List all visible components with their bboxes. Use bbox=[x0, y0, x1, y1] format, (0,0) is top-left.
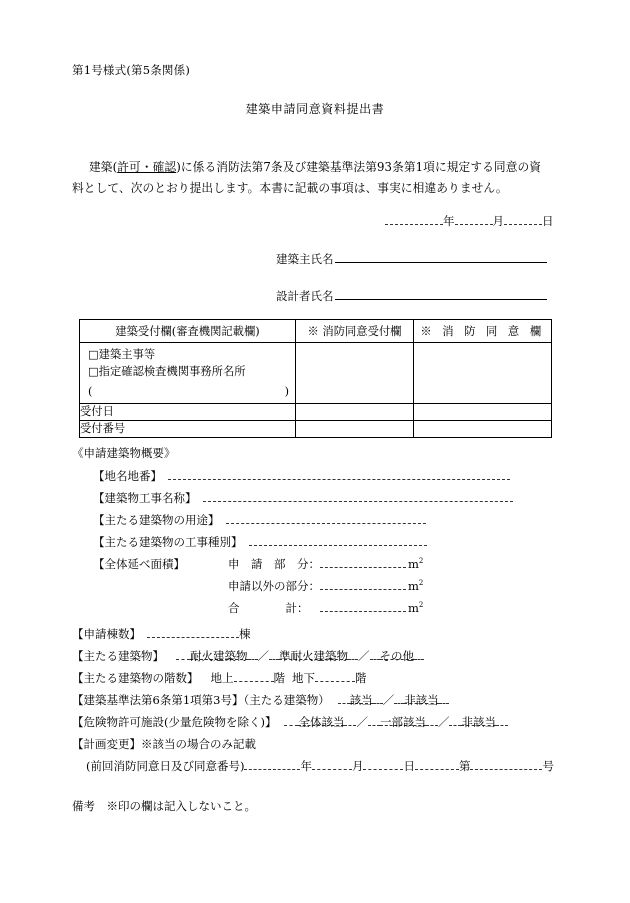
paren-close: ) bbox=[284, 385, 289, 398]
area-other-label: 申請以外の部分： bbox=[228, 579, 320, 593]
option-partial-applicable[interactable]: 一部該当 bbox=[379, 715, 426, 729]
floors-below-input[interactable] bbox=[315, 670, 355, 682]
field-project-name-label: 【建築物工事名称】 bbox=[93, 491, 197, 505]
option-fireproof[interactable]: 耐火建築物 bbox=[190, 649, 248, 663]
table-header-row bbox=[80, 320, 552, 343]
fire-consent-cell-1[interactable] bbox=[414, 343, 552, 404]
previous-consent-label: (前回消防同意日及び同意番号) bbox=[86, 759, 245, 773]
area-total-unit: $m^2$ bbox=[408, 601, 424, 615]
table-row bbox=[80, 421, 552, 438]
designer-name-label: 設計者氏名 bbox=[276, 289, 334, 303]
area-other-input[interactable] bbox=[320, 578, 406, 590]
area-row-application bbox=[228, 556, 423, 572]
field-plan-change bbox=[72, 736, 256, 752]
field-law-article bbox=[72, 692, 449, 708]
intro-text-part1: 建築( bbox=[89, 160, 118, 174]
table-row bbox=[80, 343, 552, 404]
field-main-use bbox=[93, 512, 426, 528]
area-application-input[interactable] bbox=[320, 556, 406, 568]
field-floors bbox=[72, 670, 367, 686]
field-hazardous-label: 【危険物許可施設(少量危険物を除く)】 bbox=[72, 715, 277, 729]
previous-consent-day-input[interactable] bbox=[363, 758, 403, 770]
previous-consent-month-input[interactable] bbox=[312, 758, 352, 770]
area-total-input[interactable] bbox=[320, 600, 406, 612]
field-location-input[interactable] bbox=[168, 468, 510, 480]
paren-open: ( bbox=[88, 385, 93, 398]
footnote: 備考 ※印の欄は記入しないこと。 bbox=[72, 799, 256, 813]
separator-2: ／ bbox=[358, 649, 370, 663]
receipt-table bbox=[79, 319, 552, 438]
previous-consent-year-input[interactable] bbox=[244, 758, 300, 770]
separator-1: ／ bbox=[257, 649, 269, 663]
field-main-use-input[interactable] bbox=[226, 512, 426, 524]
intro-underlined-text: 許可・確認 bbox=[117, 160, 177, 174]
owner-name-row bbox=[276, 251, 547, 267]
option-all-applicable[interactable]: 全体該当 bbox=[298, 715, 345, 729]
previous-consent-year-label: 年 bbox=[300, 759, 312, 773]
floors-above-unit: 階 bbox=[273, 671, 285, 685]
field-location-label: 【地名地番】 bbox=[93, 469, 162, 483]
intro-paragraph bbox=[72, 157, 552, 199]
previous-consent-no-suffix: 号 bbox=[542, 759, 554, 773]
previous-consent-day-label: 日 bbox=[403, 759, 415, 773]
field-total-area-label-row bbox=[93, 556, 185, 572]
previous-consent-no-prefix: 第 bbox=[458, 759, 471, 773]
checkbox-designated-agency[interactable]: □指定確認検査機関事務所名所 bbox=[88, 365, 246, 378]
field-work-type-input[interactable] bbox=[249, 534, 427, 546]
field-work-type bbox=[93, 534, 427, 550]
field-building-count-label: 【申請棟数】 bbox=[72, 627, 141, 641]
day-label: 日 bbox=[542, 214, 554, 228]
separator-5: ／ bbox=[437, 715, 450, 729]
option-hazardous-not-applicable[interactable]: 非該当 bbox=[461, 715, 496, 729]
owner-name-label: 建築主氏名 bbox=[276, 252, 334, 266]
field-project-name bbox=[93, 490, 513, 506]
option-other[interactable]: その他 bbox=[379, 649, 414, 663]
floors-above-label: 地上 bbox=[210, 671, 234, 685]
previous-consent-number-input[interactable] bbox=[470, 758, 542, 770]
receipt-date-label: 受付日 bbox=[80, 404, 296, 421]
outline-heading: 《申請建築物概要》 bbox=[72, 446, 176, 460]
floors-above-input[interactable] bbox=[234, 670, 274, 682]
field-building-count bbox=[72, 626, 251, 642]
table-header-fire-receipt: ※ 消防同意受付欄 bbox=[296, 320, 414, 343]
fire-consent-cell-3[interactable] bbox=[414, 421, 552, 438]
floors-below-label: 地下 bbox=[292, 671, 315, 685]
previous-consent-month-label: 月 bbox=[351, 759, 364, 773]
form-number: 第1号様式(第5条関係) bbox=[72, 63, 191, 77]
option-applicable[interactable]: 該当 bbox=[349, 693, 373, 707]
area-total-label: 合 計： bbox=[228, 601, 309, 615]
checkbox-cell[interactable] bbox=[80, 343, 296, 404]
area-application-label: 申 請 部 分： bbox=[228, 557, 320, 571]
field-previous-consent bbox=[86, 758, 554, 774]
field-work-type-label: 【主たる建築物の工事種別】 bbox=[93, 535, 243, 549]
checkbox-building-officer[interactable]: □建築主事等 bbox=[88, 348, 156, 361]
area-other-unit: $m^2$ bbox=[408, 579, 424, 593]
floors-below-unit: 階 bbox=[355, 671, 367, 685]
field-project-name-input[interactable] bbox=[203, 490, 513, 502]
designer-name-input[interactable] bbox=[335, 288, 547, 300]
fire-consent-cell-2[interactable] bbox=[414, 404, 552, 421]
fire-receipt-cell-3[interactable] bbox=[296, 421, 414, 438]
field-main-use-label: 【主たる建築物の用途】 bbox=[93, 513, 220, 527]
intro-text-part2: )に係る消防法第7条及び建築基準法第93条第1項に規定する同意の資料として、次のとおり提出します。本書に記載の事項は、事実に相違ありません。 bbox=[72, 160, 542, 195]
fire-receipt-cell-2[interactable] bbox=[296, 404, 414, 421]
field-main-building-label: 【主たる建築物】 bbox=[72, 649, 164, 663]
designer-name-row bbox=[276, 288, 547, 304]
field-building-count-unit: 棟 bbox=[239, 627, 251, 641]
separator-3: ／ bbox=[382, 693, 395, 707]
date-line bbox=[385, 213, 554, 229]
receipt-number-label: 受付番号 bbox=[80, 421, 296, 438]
area-application-unit: $m^2$ bbox=[408, 557, 424, 571]
field-main-building bbox=[72, 648, 424, 664]
page-title: 建築申請同意資料提出書 bbox=[245, 102, 385, 116]
option-semi-fireproof[interactable]: 準耐火建築物 bbox=[279, 649, 348, 663]
field-floors-label: 【主たる建築物の階数】 bbox=[72, 671, 199, 685]
separator-4: ／ bbox=[356, 715, 368, 729]
field-plan-change-label: 【計画変更】※該当の場合のみ記載 bbox=[72, 737, 256, 751]
option-not-applicable[interactable]: 非該当 bbox=[404, 693, 439, 707]
month-label: 月 bbox=[492, 214, 504, 228]
field-total-area-label: 【全体延べ面積】 bbox=[93, 557, 185, 571]
area-row-total bbox=[228, 600, 423, 616]
fire-receipt-cell-1[interactable] bbox=[296, 343, 414, 404]
table-header-fire-consent: ※ 消 防 同 意 欄 bbox=[414, 320, 552, 343]
agency-name-input[interactable] bbox=[80, 383, 295, 400]
year-input[interactable] bbox=[385, 213, 443, 225]
table-row bbox=[80, 404, 552, 421]
day-input[interactable] bbox=[504, 213, 542, 225]
owner-name-input[interactable] bbox=[335, 251, 547, 263]
field-law-article-label: 【建築基準法第6条第1項第3号】（主たる建築物） bbox=[72, 693, 330, 707]
field-building-count-input[interactable] bbox=[147, 626, 239, 638]
year-label: 年 bbox=[443, 214, 455, 228]
field-location bbox=[93, 468, 510, 484]
field-hazardous bbox=[72, 714, 508, 730]
month-input[interactable] bbox=[455, 213, 493, 225]
table-header-building: 建築受付欄(審査機関記載欄) bbox=[80, 320, 296, 343]
area-row-other bbox=[228, 578, 423, 594]
